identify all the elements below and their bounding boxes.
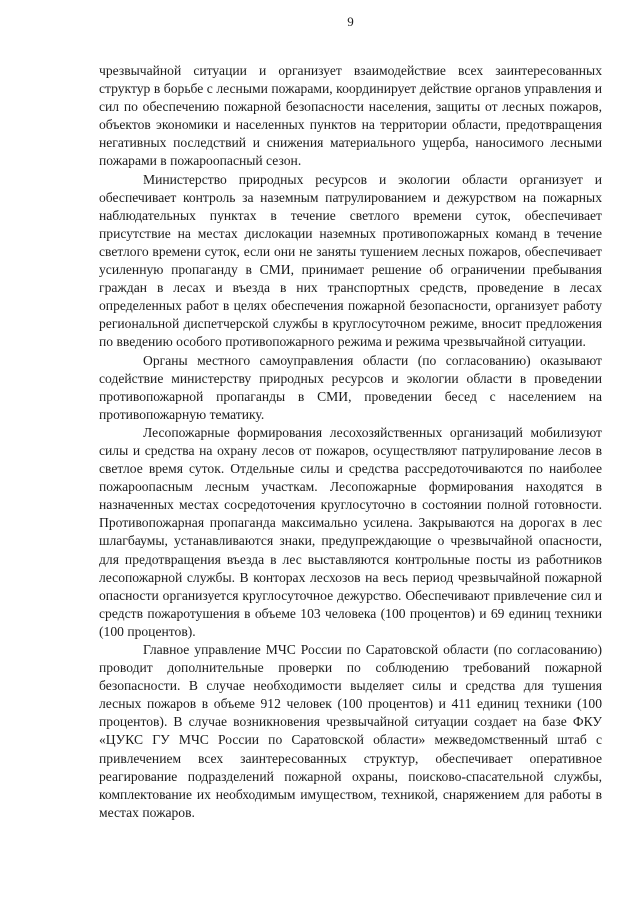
paragraph-5: Главное управление МЧС России по Саратовской области (по согласованию) проводит дополнительные проверки по соблюдению требований пожарной безопасности. В случае необходимости выделяет силы и средства для тушения лесных пожаров в объеме 912 человек (100 процентов) и 411 единиц техники (100 процентов). В случае возникновения чрезвычайной ситуации создает на базе ФКУ «ЦУКС ГУ МЧС России по Саратовской области» межведомственный штаб с привлечением всех заинтересованных структур, обеспечивает оперативное реагирование подразделений пожарной охраны, поисково-спасательной службы, комплектование их необходимым имуществом, техникой, снаряжением для работы в местах пожаров. <box>99 642 602 820</box>
document-body <box>99 62 602 822</box>
paragraph-3: Органы местного самоуправления области (по согласованию) оказывают содействие министерству природных ресурсов и экологии области в проведении противопожарной пропаганды в СМИ, проведении бесед с населением на противопожарную тематику. <box>99 352 602 422</box>
paragraph-2: Министерство природных ресурсов и экологии области организует и обеспечивает контроль за наземным патрулированием и дежурством на пожарных наблюдательных пунктах в течение светлого времени суток, обеспечивает присутствие на местах дислокации наземных противопожарных команд в течение светлого времени суток, если они не заняты тушением лесных пожаров, обеспечивает усиленную пропаганду в СМИ, принимает решение об ограничении пребывания граждан в лесах и въезда в них транспортных средств, проведение в лесах определенных работ в целях обеспечения пожарной безопасности, организует работу региональной диспетчерской службы в круглосуточном режиме, вносит предложения по введению особого противопожарного режима и режима чрезвычайной ситуации. <box>99 171 602 350</box>
page-number: 9 <box>347 14 354 29</box>
paragraph-1: чрезвычайной ситуации и организует взаимодействие всех заинтересованных структур в борьбе с лесными пожарами, координирует действие органов управления и сил по обеспечению пожарной безопасности населения, защиты от лесных пожаров, объектов экономики и населенных пунктов на территории области, предотвращения негативных последствий и снижения материального ущерба, наносимого лесными пожарами в пожароопасный сезон. <box>99 63 602 169</box>
paragraph-4: Лесопожарные формирования лесохозяйственных организаций мобилизуют силы и средства на охрану лесов от пожаров, осуществляют патрулирование лесов в светлое время суток. Отдельные силы и средства рассредоточиваются по наиболее пожароопасным лесным участкам. Лесопожарные формирования находятся в назначенных местах сосредоточения круглосуточно в состоянии полной готовности. Противопожарная пропаганда максимально усилена. Закрываются на дорогах в лес шлагбаумы, устанавливаются знаки, предупреждающие о чрезвычайной опасности, для предотвращения въезда в лес выставляются контрольные посты из работников лесопожарной службы. В конторах лесхозов на весь период чрезвычайной пожарной опасности организуется круглосуточное дежурство. Обеспечивают привлечение сил и средств пожаротушения в объеме 103 человека (100 процентов) и 69 единиц техники (100 процентов). <box>99 424 602 639</box>
